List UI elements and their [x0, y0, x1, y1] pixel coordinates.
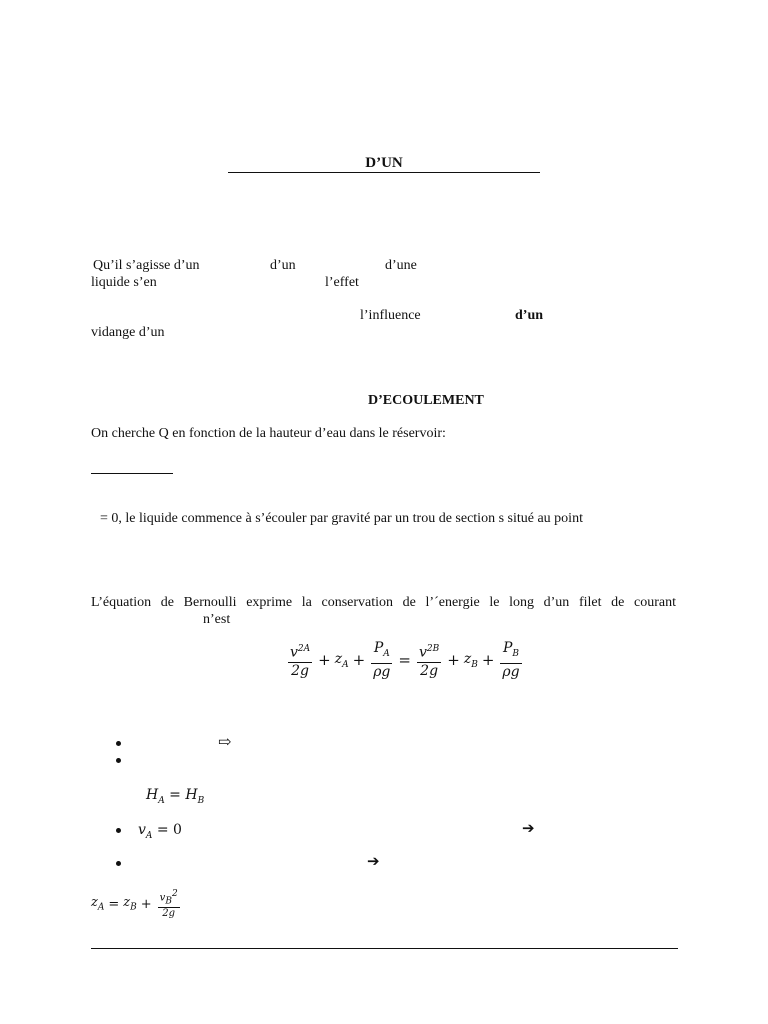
kinetic-term-a: $\frac{v^{2A}}{2g}$ — [290, 644, 311, 679]
intro-fragment-bold: d’un — [515, 308, 544, 323]
intro-fragment: vidange d’un — [91, 325, 165, 340]
footer-rule — [91, 948, 678, 949]
velocity-head-term: $\frac{v_B^2}{2g}$ — [159, 889, 178, 920]
final-equation: $z_A$ = $z_B$ + $\frac{v_B^2}{2g}$ — [91, 889, 178, 920]
bernoulli-text-cont: n’est — [203, 612, 231, 627]
underline-rule — [91, 473, 173, 474]
bullet-dot — [116, 741, 121, 746]
intro-fragment: d’une — [385, 258, 417, 273]
intro-fragment: l’influence — [360, 308, 421, 323]
kinetic-term-b: $\frac{v^{2B}}{2g}$ — [418, 644, 440, 679]
bullet-dot — [116, 758, 121, 763]
elevation-term-a: $z_A$ — [334, 651, 349, 670]
implies-arrow-icon: ⇨ — [218, 734, 232, 751]
elevation-term-b: $z_B$ — [463, 651, 478, 670]
intro-fragment: l’effet — [325, 275, 359, 290]
velocity-a-zero: $v_A = 0$ — [138, 822, 182, 841]
head-equality: $H_A = H_B$ — [146, 787, 205, 806]
problem-statement: On cherche Q en fonction de la hauteur d’eau dans le réservoir: — [91, 426, 446, 441]
pressure-term-b: $\frac{P_B}{\rho g}$ — [502, 640, 520, 680]
bernoulli-text: L’équation de Bernoulli exprime la conservation de l’´energie le long d’un filet de courant — [91, 595, 676, 610]
intro-fragment: liquide s’en — [91, 275, 157, 290]
bullet-dot — [116, 828, 121, 833]
intro-fragment: Qu’il s’agisse d’un — [93, 258, 200, 273]
start-condition-text: = 0, le liquide commence à s’écouler par gravité par un trou de section s situé au point — [100, 511, 583, 526]
bullet-dot — [116, 861, 121, 866]
arrow-right-icon: ➔ — [522, 821, 535, 837]
page-title: D’UN — [228, 155, 540, 173]
arrow-right-icon: ➔ — [367, 854, 380, 870]
pressure-term-a: $\frac{P_A}{\rho g}$ — [373, 640, 391, 680]
intro-fragment: d’un — [270, 258, 296, 273]
bernoulli-equation: $\frac{v^{2A}}{2g}$ + $z_A$ + $\frac{P_A}{\rho g}$ = $\frac{v^{2B}}{2g}$ + $z_B$ + $\frac{P_B}{\rho g}$ — [290, 640, 520, 680]
section-heading: D’ECOULEMENT — [368, 393, 484, 408]
